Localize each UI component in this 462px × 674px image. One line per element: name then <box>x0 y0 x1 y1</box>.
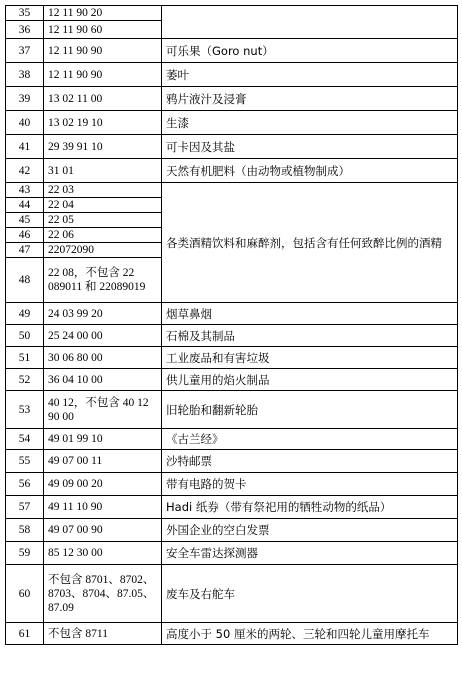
row-number: 44 <box>6 198 44 213</box>
description: 外国企业的空白发票 <box>162 519 458 542</box>
row-number: 50 <box>6 325 44 347</box>
hs-code: 12 11 90 60 <box>44 21 162 39</box>
description: 石棉及其制品 <box>162 325 458 347</box>
row-number: 61 <box>6 623 44 645</box>
row-number: 39 <box>6 87 44 111</box>
hs-code: 49 09 00 20 <box>44 473 162 496</box>
row-number: 40 <box>6 111 44 135</box>
table-row <box>6 496 458 519</box>
table-row <box>6 325 458 347</box>
hs-code: 49 01 99 10 <box>44 429 162 450</box>
description-merged: 各类酒精饮料和麻醉剂，包括含有任何致醉比例的酒精 <box>162 183 458 303</box>
description: 旧轮胎和翻新轮胎 <box>162 391 458 429</box>
hs-code: 12 11 90 20 <box>44 6 162 21</box>
hs-code: 不包含 8711 <box>44 623 162 645</box>
hs-code: 85 12 30 00 <box>44 542 162 565</box>
row-number: 46 <box>6 228 44 243</box>
table-row <box>6 347 458 369</box>
table-row <box>6 63 458 87</box>
hs-code: 22 03 <box>44 183 162 198</box>
hs-code: 22 06 <box>44 228 162 243</box>
description: 废车及右舵车 <box>162 565 458 623</box>
table-row <box>6 391 458 429</box>
hs-code: 22 05 <box>44 213 162 228</box>
row-number: 45 <box>6 213 44 228</box>
row-number: 47 <box>6 243 44 258</box>
hs-code: 12 11 90 90 <box>44 39 162 63</box>
row-number: 38 <box>6 63 44 87</box>
row-number: 53 <box>6 391 44 429</box>
description: 生漆 <box>162 111 458 135</box>
description: 供儿童用的焰火制品 <box>162 369 458 391</box>
description: 带有电路的贺卡 <box>162 473 458 496</box>
hs-code: 24 03 99 20 <box>44 303 162 325</box>
description <box>162 6 458 39</box>
row-number: 49 <box>6 303 44 325</box>
hs-code: 25 24 00 00 <box>44 325 162 347</box>
description: 天然有机肥料（由动物或植物制成） <box>162 159 458 183</box>
table-row <box>6 429 458 450</box>
description: 高度小于 50 厘米的两轮、三轮和四轮儿童用摩托车 <box>162 623 458 645</box>
hs-code: 不包含 8701、8702、8703、8704、87.05、87.09 <box>44 565 162 623</box>
table-row <box>6 542 458 565</box>
table-row <box>6 450 458 473</box>
table-row <box>6 623 458 645</box>
table-row <box>6 159 458 183</box>
hs-code: 40 12，不包含 40 12 90 00 <box>44 391 162 429</box>
hs-code: 13 02 11 00 <box>44 87 162 111</box>
description: 鸦片液汁及浸膏 <box>162 87 458 111</box>
document-page <box>5 5 458 645</box>
row-number: 54 <box>6 429 44 450</box>
description: 可卡因及其盐 <box>162 135 458 159</box>
row-number: 52 <box>6 369 44 391</box>
row-number: 56 <box>6 473 44 496</box>
row-number: 43 <box>6 183 44 198</box>
table-row <box>6 369 458 391</box>
table-row <box>6 87 458 111</box>
table-row <box>6 473 458 496</box>
table-row <box>6 565 458 623</box>
hs-code: 31 01 <box>44 159 162 183</box>
hs-code: 22 08，不包含 22 089011 和 22089019 <box>44 258 162 303</box>
row-number: 35 <box>6 6 44 21</box>
table-row <box>6 39 458 63</box>
row-number: 37 <box>6 39 44 63</box>
hs-code: 49 07 00 11 <box>44 450 162 473</box>
hs-code: 49 07 00 90 <box>44 519 162 542</box>
hs-code: 22072090 <box>44 243 162 258</box>
row-number: 51 <box>6 347 44 369</box>
description: 烟草鼻烟 <box>162 303 458 325</box>
table-row <box>6 519 458 542</box>
description: 沙特邮票 <box>162 450 458 473</box>
row-number: 42 <box>6 159 44 183</box>
description: 萎叶 <box>162 63 458 87</box>
row-number: 48 <box>6 258 44 303</box>
hs-code: 12 11 90 90 <box>44 63 162 87</box>
table-row <box>6 303 458 325</box>
table-row <box>6 111 458 135</box>
table-row <box>6 183 458 198</box>
hs-code: 30 06 80 00 <box>44 347 162 369</box>
hs-code: 49 11 10 90 <box>44 496 162 519</box>
description: 《古兰经》 <box>162 429 458 450</box>
table-row <box>6 6 458 21</box>
row-number: 57 <box>6 496 44 519</box>
hs-code: 13 02 19 10 <box>44 111 162 135</box>
hs-code: 36 04 10 00 <box>44 369 162 391</box>
description: 可乐果（Goro nut） <box>162 39 458 63</box>
table-row <box>6 135 458 159</box>
hs-code: 29 39 91 10 <box>44 135 162 159</box>
row-number: 41 <box>6 135 44 159</box>
description: 安全车雷达探测器 <box>162 542 458 565</box>
description: 工业废品和有害垃圾 <box>162 347 458 369</box>
prohibited-goods-table <box>5 5 458 645</box>
description: Hadi 纸券（带有祭祀用的牺牲动物的纸品） <box>162 496 458 519</box>
row-number: 55 <box>6 450 44 473</box>
row-number: 36 <box>6 21 44 39</box>
hs-code: 22 04 <box>44 198 162 213</box>
row-number: 58 <box>6 519 44 542</box>
row-number: 59 <box>6 542 44 565</box>
row-number: 60 <box>6 565 44 623</box>
